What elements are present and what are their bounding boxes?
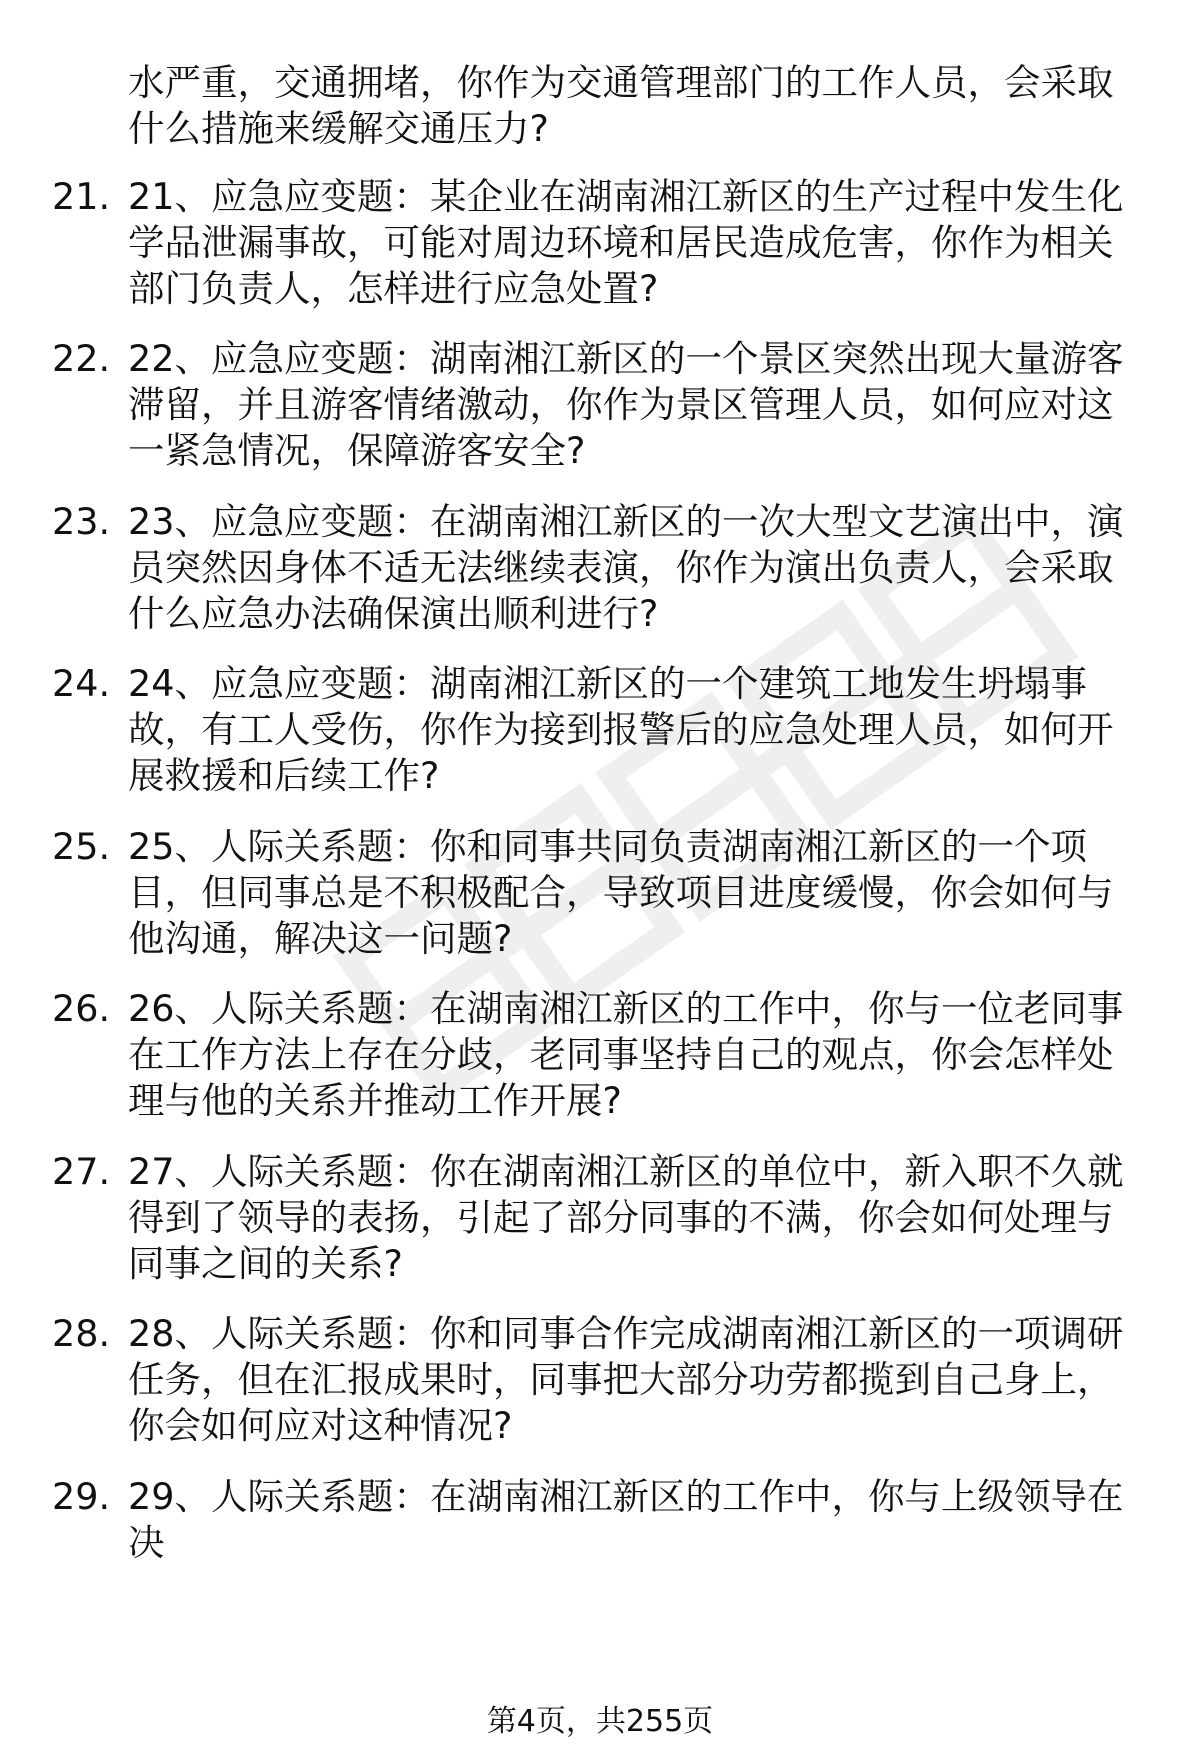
item-number: 25. [52,825,111,868]
item-number: 27. [52,1150,111,1193]
item-number: 23. [52,500,111,543]
item-text: 25、人际关系题：你和同事共同负责湖南湘江新区的一个项目，但同事总是不积极配合，导致项目进度缓慢，你会如何与他沟通，解决这一问题? [128,825,1114,960]
list-item [52,174,1142,312]
list-item [52,1311,1142,1449]
item-text: 24、应急应变题：湖南湘江新区的一个建筑工地发生坍塌事故，有工人受伤，你作为接到报警后的应急处理人员，如何开展救援和后续工作? [128,662,1114,797]
item-number: 21. [52,175,111,218]
list-item [52,1474,1142,1566]
item-number: 26. [52,987,111,1030]
item-number: 24. [52,662,111,705]
list-item [52,336,1142,474]
item-number: 22. [52,337,111,380]
list-item [52,986,1142,1124]
item-text: 29、人际关系题：在湖南湘江新区的工作中，你与上级领导在决 [128,1475,1124,1564]
item-number: 28. [52,1312,111,1355]
list-item [52,661,1142,799]
item-text: 23、应急应变题：在湖南湘江新区的一次大型文艺演出中，演员突然因身体不适无法继续表演，你作为演出负责人，会采取什么应急办法确保演出顺利进行? [128,500,1124,635]
continuation-paragraph: 水严重，交通拥堵，你作为交通管理部门的工作人员，会采取什么措施来缓解交通压力? [128,61,1114,150]
list-item [52,824,1142,962]
item-text: 22、应急应变题：湖南湘江新区的一个景区突然出现大量游客滞留，并且游客情绪激动，你作为景区管理人员，如何应对这一紧急情况，保障游客安全? [128,337,1124,472]
list-item [52,1149,1142,1287]
page-footer: 第4页，共255页 [486,1704,714,1739]
item-text: 28、人际关系题：你和同事合作完成湖南湘江新区的一项调研任务，但在汇报成果时，同事把大部分功劳都揽到自己身上，你会如何应对这种情况? [128,1312,1124,1447]
item-number: 29. [52,1475,111,1518]
list-item [52,499,1142,637]
item-text: 21、应急应变题：某企业在湖南湘江新区的生产过程中发生化学品泄漏事故，可能对周边环境和居民造成危害，你作为相关部门负责人，怎样进行应急处置? [128,175,1124,310]
item-text: 26、人际关系题：在湖南湘江新区的工作中，你与一位老同事在工作方法上存在分歧，老同事坚持自己的观点，你会怎样处理与他的关系并推动工作开展? [128,987,1124,1122]
item-text: 27、人际关系题：你在湖南湘江新区的单位中，新入职不久就得到了领导的表扬，引起了部分同事的不满，你会如何处理与同事之间的关系? [128,1150,1124,1285]
